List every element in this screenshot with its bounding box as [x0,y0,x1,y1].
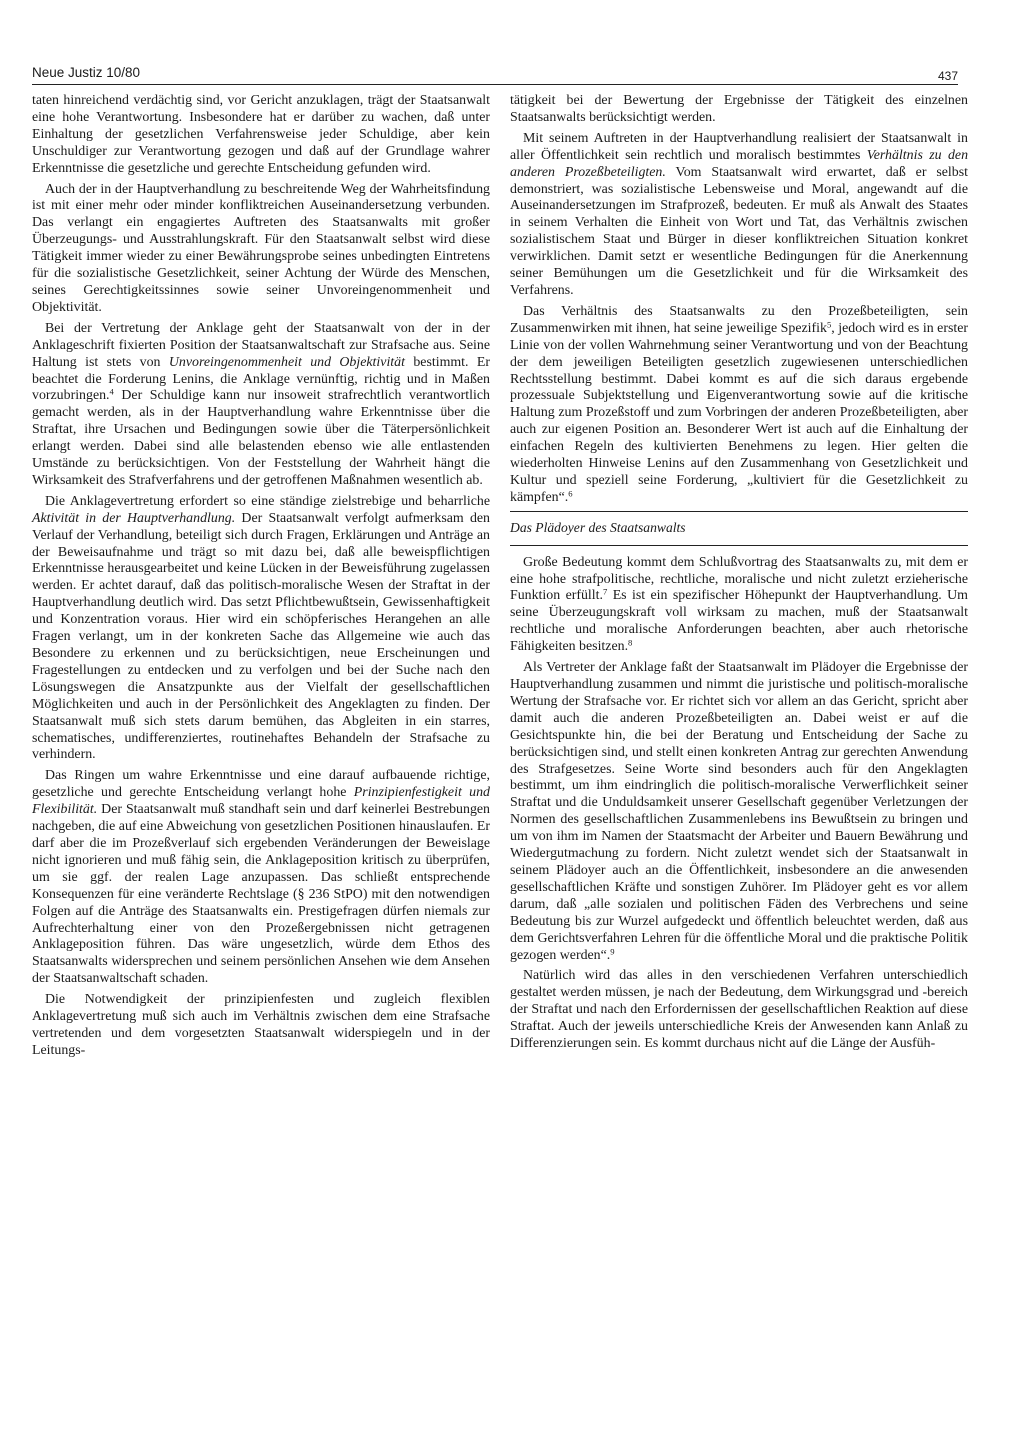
paragraph: Die Anklagevertretung erfordert so eine ständige zielstrebige und beharrliche Aktivität in der Hauptverhandlung. Der Staatsanwalt verfolgt aufmerksam den Verlauf der Verhandlung, beteiligt sich durch Fragen, Erklärungen und Anträge an der Beweisaufnahme und trägt so mit dazu bei, daß alle beweispflichtigen Erkenntnisse herausgearbeitet und keine Lücken in der Beweisführung zugelassen werden. Er achtet darauf, daß das politisch-moralische Wesen der Straftat in der Hauptverhandlung deutlich wird. Das setzt Pflichtbewußtsein, Gewissenhaftigkeit und Konzentration voraus. Hier wird ein schöpferisches Herangehen an alle Fragen verlangt, um in der konkreten Sache das Allgemeine wie auch das Besondere zu erkennen und zu berücksichtigen, neue Erscheinungen und Fragestellungen zu entdecken und zu verfolgen und bei der Suche nach den Lösungswegen die Ansatzpunkte aus der Vielfalt der gesellschaftlichen Möglichkeiten und auch in der Persönlichkeit des Angeklagten zu finden. Der Staatsanwalt muß sich stets darum bemühen, das Abgleiten in ein starres, schematisches, undifferenziertes, routinehaftes Behandeln der Strafsache zu verhindern. [32,493,490,763]
footnote-ref: 8 [628,637,633,648]
emphasis: Unvoreingenommenheit und Objektivität [168,354,405,370]
paragraph: Mit seinem Auftreten in der Hauptverhandlung realisiert der Staatsanwalt in aller Öffentlichkeit sein rechtlich und moralisch bestimmtes Verhältnis zu den anderen Prozeßbeteiligten. Vom Staatsanwalt wird erwartet, daß er selbst demonstriert, was sozialistische Lebensweise und Moral, angewandt auf die Auseinandersetzungen im Strafprozeß, bedeuten. Er muß als Anwalt des Staates in seinem Verhalten die Einheit von Wort und Tat, das Verhältnis zwischen sozialistischem Staat und Bürger in dieser konfliktreichen Situation konkret verwirklichen. Damit setzt er wesentliche Bedingungen für die Anerkennung seiner Bemühungen um die Gesetzlichkeit und für die Wirksamkeit des Verfahrens. [510,130,969,298]
emphasis: Prinzipienfestigkeit und Flexibilität. [32,785,490,818]
page-number: 437 [937,69,958,83]
emphasis: Verhältnis zu den anderen Prozeßbeteiligten. [510,147,969,180]
paragraph: tätigkeit bei der Bewertung der Ergebnisse der Tätigkeit des einzelnen Staatsanwalts berücksichtigt werden. [510,93,968,125]
left-column [32,93,490,1064]
footnote-ref: 7 [602,586,608,597]
section-heading: Das Plädoyer des Staatsanwalts [510,512,968,546]
paragraph: Als Vertreter der Anklage faßt der Staatsanwalt im Plädoyer die Ergebnisse der Hauptverhandlung zusammen und nimmt die juristische und politisch-moralische Wertung der Strafsache vor. Er richtet sich vor allem an das Gericht, spricht aber damit auch die anderen Prozeßbeteiligten an. Dabei weist er auf die Gesichtspunkte hin, die bei der Beratung und Entscheidung der Sache zu berücksichtigen sind, und stellt einen konkreten Antrag zur gerechten Anwendung des Strafgesetzes. Seine Worte sind besonders auch für den Angeklagten bestimmt, um ihm eindringlich die politisch-moralische Verwerflichkeit seiner Straftat und die Unduldsamkeit unserer Gesellschaft gegenüber Verletzungen der Normen des gesellschaftlichen Zusammenlebens ins Bewußtsein zu bringen und um von ihm im Namen der Staatsmacht der Arbeiter und Bauern Bewährung und Wiedergutmachung zu fordern. Nicht zuletzt wendet sich der Staatsanwalt in seinem Plädoyer auch an die Öffentlichkeit, insbesondere an die anwesenden gesellschaftlichen Kräfte und sonstigen Zuhörer. Im Plädoyer geht es vor allem darum, daß „alle sozialen und politischen Fäden des Verbrechens und seine Bedeutung bis zur Wurzel aufgedeckt und öffentlich beleuchtet werden, daß aus dem Gerichtsverfahren Lehren für die öffentliche Moral und die praktische Politik gezogen werden“.$^9$ [510,660,968,963]
paragraph: Auch der in der Hauptverhandlung zu beschreitende Weg der Wahrheitsfindung ist mit einer mehr oder minder konfliktreichen Auseinandersetzung verbunden. Das verlangt ein engagiertes Auftreten des Staatsanwalts mit großer Überzeugungs- und Ausstrahlungskraft. Für den Staatsanwalt selbst wird diese Tätigkeit immer wieder zu einer Bewährungsprobe seines unbedingten Eintretens für die sozialistische Gesetzlichkeit, seiner Achtung der Würde des Menschen, seines Gerechtigkeitssinnes sowie seiner Unvoreingenommenheit und Objektivität. [32,181,490,315]
paragraph: taten hinreichend verdächtig sind, vor Gericht anzuklagen, trägt der Staatsanwalt eine hohe Verantwortung. Insbesondere hat er darüber zu wachen, daß unter Einhaltung der gesetzlichen Verfahrensweise jeder Schuldige, aber kein Unschuldiger zur Verantwortung gezogen und daß auf der Grundlage wahrer Erkenntnisse die gesetzliche und gerechte Entscheidung gefunden wird. [32,93,490,176]
paragraph: Die Notwendigkeit der prinzipienfesten und zugleich flexiblen Anklagevertretung muß sich auch im Verhältnis zwischen dem eine Strafsache vertretenden und dem vorgesetzten Staatsanwalt widerspiegeln und in der Leitungs- [32,992,490,1058]
paragraph: Bei der Vertretung der Anklage geht der Staatsanwalt von der in der Anklageschrift fixierten Position der Staatsanwaltschaft zur Strafsache aus. Seine Haltung ist stets von Unvoreingenommenheit und Objektivität bestimmt. Er beachtet die Forderung Lenins, die Anklage vernünftig, richtig und in Maßen vorzubringen.$^4$ Der Schuldige kann nur insoweit strafrechtlich verantwortlich gemacht werden, als in der Hauptverhandlung wahre Erkenntnisse über die Straftat, ihre Ursachen und Bedingungen sowie über die Täterpersönlichkeit erlangt werden. Dabei sind alle belastenden ebenso wie alle entlastenden Umstände zu berücksichtigen. Von der Feststellung der Wahrheit hängt die Wirksamkeit des Strafverfahrens und der getroffenen Maßnahmen wesentlich ab. [32,320,490,488]
running-header [32,64,958,85]
footnote-ref: 6 [568,488,573,499]
footnote-ref: 4 [109,386,114,397]
emphasis: Aktivität in der Hauptverhandlung. [32,510,236,526]
paragraph: Das Ringen um wahre Erkenntnisse und eine darauf aufbauende richtige, gesetzliche und gerechte Entscheidung verlangt hohe Prinzipienfestigkeit und Flexibilität. Der Staatsanwalt muß standhaft sein und darf keinerlei Bestrebungen nachgeben, die auf eine Abweichung von gesetzlichen Positionen hinauslaufen. Er darf aber die im Prozeßverlauf sich ergebenden Veränderungen der Beweislage nicht ignorieren und muß fähig sein, die Anklageposition kritisch zu überprüfen, um sie ggf. der realen Lage anzupassen. Das schließt entsprechende Konsequenzen für eine veränderte Rechtslage (§ 236 StPO) mit den notwendigen Folgen auf die Anträge des Staatsanwalts ein. Prestigefragen dürfen niemals zur Aufrechterhaltung einer von den Prozeßergebnissen nicht getragenen Anklageposition führen. Das wäre ungesetzlich, würde dem Ethos des Staatsanwalts widersprechen und seinem persönlichen Ansehen wie dem Ansehen der Staatsanwaltschaft schaden. [32,768,490,987]
right-column [510,93,968,1057]
paragraph: Das Verhältnis des Staatsanwalts zu den Prozeßbeteiligten, sein Zusammenwirken mit ihnen, hat seine jeweilige Spezifik$^5$, jedoch wird es in erster Linie von der vollen Wahrnehmung seiner Verantwortung und von der Beachtung der dem jeweiligen Beteiligten gesetzlich zugewiesenen unterschiedlichen Rechtsstellung bestimmt. Dabei kommt es auf die sich daraus ergebende prozessuale Subjektstellung und Eigenverantwortung sowie auf die kritische Haltung zum Prozeßstoff und zum Vorbringen der anderen Prozeßbeteiligten, aber auch zur eigenen Position an. Besonderer Wert ist auch auf die Einhaltung der einfachen Regeln des kultivierten Benehmens zu legen. Hier gelten die wiederholten Hinweise Lenins auf den Zusammenhang von Gesetzlichkeit und Kultur und speziell seine Forderung, „kultiviert für die Gesetzlichkeit zu kämpfen“.$^6$ [510,303,968,505]
journal-issue: Neue Justiz 10/80 [32,65,141,80]
paragraph: Große Bedeutung kommt dem Schlußvortrag des Staatsanwalts zu, mit dem er eine hohe strafpolitische, rechtliche, moralische und nicht zuletzt erzieherische Funktion erfüllt.$^7$ Es ist ein spezifischer Höhepunkt der Hauptverhandlung. Um seine Überzeugungskraft voll wirksam zu machen, muß der Staatsanwalt rechtliche und moralische Anforderungen beachten, aber auch rhetorische Fähigkeiten besitzen.$^8$ [510,554,968,655]
footnote-ref: 9 [610,945,615,956]
footnote-ref: 5 [826,319,832,330]
paragraph: Natürlich wird das alles in den verschiedenen Verfahren unterschiedlich gestaltet werden müssen, je nach der Bedeutung, dem Wirkungsgrad und -bereich der Straftat und nach den Erfordernissen der gesellschaftlichen Reaktion auf diese Straftat. Auch der jeweils unterschiedliche Kreis der Anwesenden kann Anlaß zu Differenzierungen sein. Es kommt durchaus nicht auf die Länge der Ausfüh- [510,968,968,1052]
